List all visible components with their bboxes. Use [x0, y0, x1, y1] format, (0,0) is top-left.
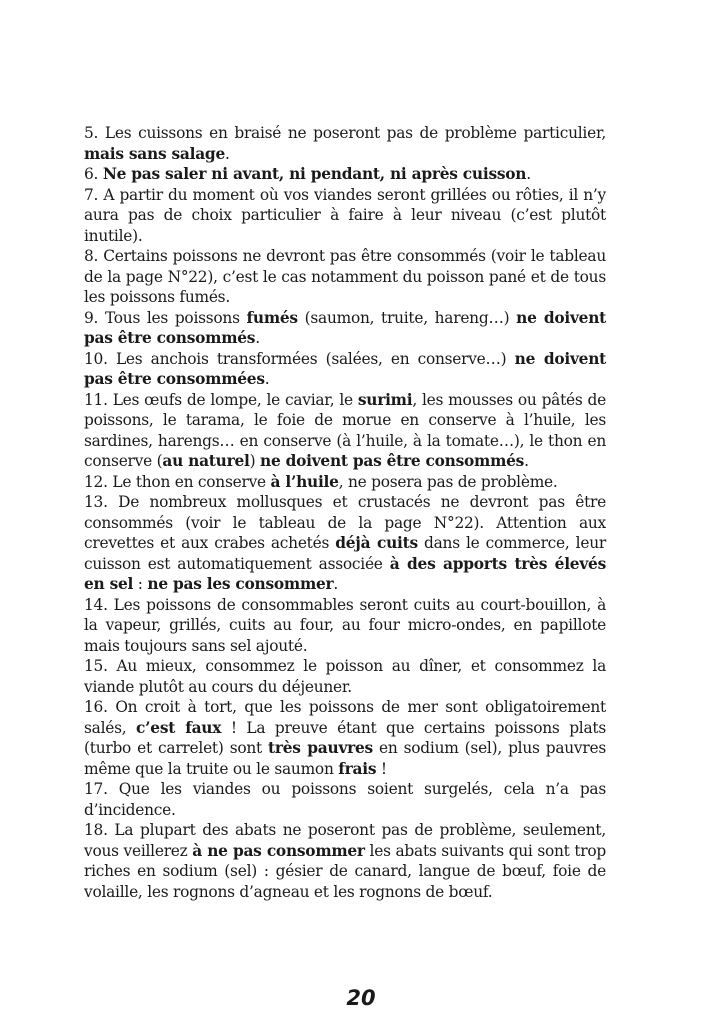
text-run: , ne posera pas de problème.	[338, 472, 558, 491]
text-run: dans le commerce, leur cuisson est automatiquement associée	[84, 534, 606, 573]
text-run: 9. Tous les poissons	[84, 308, 247, 327]
text-run: )	[249, 452, 261, 470]
text-run: , les mousses ou pâtés de poissons, le tarama, le foie de morue en conserve à l’huile, les sardines, harengs… en conserve (à l’huile, à la tomate…), le thon en conserve (	[84, 390, 606, 470]
text-run: 6.	[84, 165, 103, 183]
text-run: 14. Les poissons de consommables seront cuits au court-bouillon, à la vapeur, grillés, cuits au four, au four micro-ondes, en papillote mais toujours sans sel ajouté.	[84, 595, 606, 655]
text-run: .	[264, 370, 270, 388]
bold-text: ne pas les consommer	[147, 575, 334, 593]
bold-text: frais	[338, 759, 377, 778]
paragraph	[84, 308, 606, 349]
bold-text: Ne pas saler ni avant, ni pendant, ni après cuisson	[102, 165, 527, 183]
text-run: .	[255, 329, 260, 347]
text-run: les abats suivants qui sont trop riches en sodium (sel) : gésier de canard, langue de bœuf, foie de volaille, les rognons d’agneau et les rognons de bœuf.	[84, 841, 607, 901]
bold-text: ne doivent pas être consommés	[84, 308, 607, 347]
page-body	[84, 123, 606, 902]
bold-text: déjà cuits	[335, 534, 418, 552]
text-run: 8. Certains poissons ne devront pas être consommés (voir le tableau de la page N°22), c’est le cas notamment du poisson pané et de tous les poissons fumés.	[84, 247, 606, 306]
text-run: 7. A partir du moment où vos viandes seront grillées ou rôties, il n’y aura pas de choix particulier à faire à leur niveau (c’est plutôt inutile).	[84, 185, 606, 245]
text-run: 13. De nombreux mollusques et crustacés ne devront pas être consommés (voir le tableau de la page N°22). Attention aux crevettes et aux crabes achetés	[84, 493, 606, 552]
text-run: en sodium (sel), plus pauvres même que la truite ou le saumon	[84, 739, 606, 778]
text-run: 15. Au mieux, consommez le poisson au dîner, et consommez la viande plutôt au cours du déjeuner.	[84, 657, 606, 696]
paragraph	[84, 779, 606, 820]
paragraph	[84, 656, 606, 697]
text-run: ! La preuve étant que certains poissons plats (turbo et carrelet) sont	[84, 718, 606, 757]
paragraph	[84, 820, 606, 902]
bold-text: à des apports très élevés en sel	[84, 554, 606, 593]
text-run: 16. On croit à tort, que les poissons de mer sont obligatoirement salés,	[84, 698, 606, 737]
paragraph	[84, 595, 606, 657]
text-run: 10. Les anchois transformées (salées, en conserve…)	[84, 349, 515, 368]
bold-text: fumés	[246, 308, 298, 327]
paragraph	[84, 185, 606, 247]
text-run: .	[526, 165, 531, 183]
paragraph	[84, 492, 606, 595]
text-run: 18. La plupart des abats ne poseront pas de problème, seulement, vous veillerez	[84, 821, 606, 860]
bold-text: à ne pas consommer	[192, 841, 365, 860]
text-run: 12. Le thon en conserve	[84, 472, 271, 491]
bold-text: c’est faux	[136, 718, 222, 737]
text-run: .	[333, 575, 339, 593]
bold-text: ne doivent pas être consommés	[260, 452, 525, 470]
text-run: !	[376, 759, 387, 778]
bold-text: mais sans salage	[84, 144, 225, 163]
paragraph	[84, 472, 606, 493]
bold-text: surimi	[357, 390, 413, 409]
paragraph	[84, 164, 606, 185]
bold-text: à l’huile	[270, 472, 339, 491]
page-number: 20	[346, 986, 376, 1010]
bold-text: au naturel	[162, 452, 250, 470]
text-run: (saumon, truite, hareng…)	[297, 308, 517, 327]
bold-text: ne doivent pas être consommées	[84, 349, 606, 388]
text-run: 5. Les cuissons en braisé ne poseront pas de problème particulier,	[84, 124, 606, 142]
text-run: 17. Que les viandes ou poissons soient surgelés, cela n’a pas d’incidence.	[84, 780, 606, 819]
paragraph	[84, 697, 606, 779]
paragraph	[84, 246, 606, 308]
text-run: :	[133, 575, 148, 593]
paragraph	[84, 349, 606, 390]
text-run: 11. Les œufs de lompe, le caviar, le	[84, 390, 358, 409]
text-run: .	[225, 144, 230, 163]
bold-text: très pauvres	[268, 739, 373, 757]
paragraph	[84, 390, 606, 472]
text-run: .	[524, 452, 529, 470]
paragraph	[84, 123, 606, 164]
